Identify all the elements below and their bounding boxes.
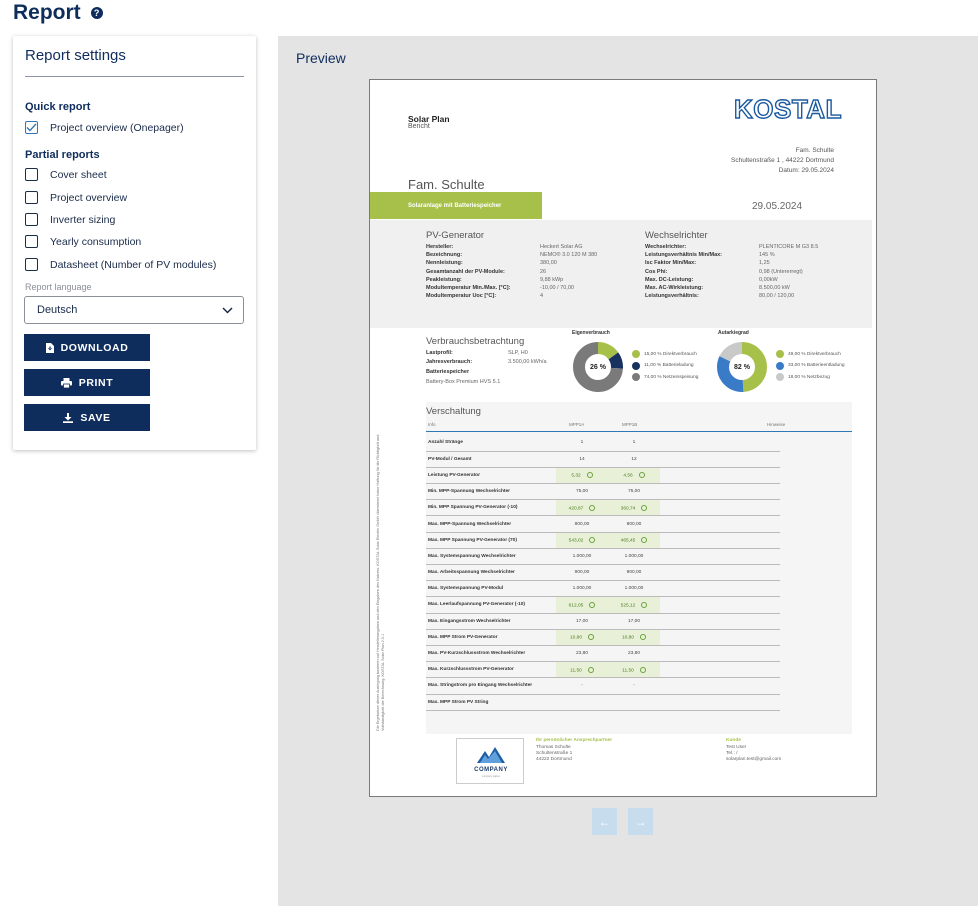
check-circle-icon: [639, 472, 645, 478]
spec-value: 26: [540, 268, 547, 275]
row-label: Max. Systemspannung Wechselrichter: [426, 548, 556, 564]
row-label: Min. MPP Spannung PV-Generator (-10): [426, 500, 556, 516]
doc-app-name: Solar Plan: [408, 114, 450, 124]
row-note: [660, 435, 780, 451]
row-value: 1: [556, 435, 608, 451]
spec-value: 0,98 (Untererregt): [759, 268, 803, 275]
row-value: 1.000,00: [608, 581, 660, 597]
cons-label: Jahresverbrauch:: [426, 359, 473, 365]
row-value: 11,50: [608, 662, 660, 678]
checkbox-icon[interactable]: [25, 258, 38, 271]
doc-date: 29.05.2024: [752, 201, 803, 212]
row-label: Max. MPP Strom PV-Generator: [426, 629, 556, 645]
spec-label: Modultemperatur Uoc [°C]:: [426, 293, 497, 300]
table-row: [426, 678, 780, 694]
spec-value: 1,25: [759, 260, 770, 267]
spec-label: Hersteller:: [426, 244, 454, 250]
row-note: [660, 532, 780, 548]
cons-value: SLP, H0: [508, 350, 528, 356]
checkbox-project-overview-onepager[interactable]: [25, 121, 184, 134]
row-value: 1.000,00: [556, 581, 608, 597]
table-row: [426, 613, 780, 629]
quick-report-label: Quick report: [25, 101, 91, 113]
row-label: Max. Eingangsstrom Wechselrichter: [426, 613, 556, 629]
doc-customer: Fam. Schulte: [408, 177, 485, 192]
spec-label: Max. AC-Wirkleistung:: [645, 285, 704, 291]
address-line: Datum: 29.05.2024: [778, 167, 834, 174]
row-label: Max. Systemspannung PV-Modul: [426, 581, 556, 597]
row-value: 4,56: [608, 467, 660, 483]
table-row: [426, 500, 780, 516]
arrow-left-icon: ←: [598, 814, 611, 829]
customer-line: Test User: [726, 745, 747, 750]
spec-label: Modultemperatur Min./Max. [°C]:: [426, 285, 511, 291]
battery-value: Battery-Box Premium HVS 5.1: [426, 379, 501, 385]
legend-dot: [632, 362, 640, 370]
pv-title: PV-Generator: [426, 230, 485, 241]
spec-label: Max. DC-Leistung:: [645, 276, 694, 283]
save-button[interactable]: [24, 404, 150, 431]
table-row: [426, 629, 780, 645]
spec-label: Cos Phi:: [645, 268, 668, 275]
spec-value: NEMO® 3.0 120 M 380: [540, 252, 598, 259]
legend-dot: [776, 362, 784, 370]
checkbox-icon[interactable]: [25, 213, 38, 226]
row-value: 75,00: [608, 484, 660, 500]
partial-reports-label: Partial reports: [25, 149, 100, 161]
partner-title: Ihr persönlicher Ansprechpartner: [536, 738, 613, 743]
partner-line: Schultenstraße 1: [536, 751, 573, 756]
row-label: Max. MPP Strom PV String: [426, 694, 556, 710]
row-label: Anzahl Stränge: [426, 435, 556, 451]
doc-address: [731, 146, 834, 176]
partner-line: 44222 Dortmund: [536, 757, 572, 762]
row-value: 1.000,00: [608, 548, 660, 564]
col-header: MPP1A: [569, 422, 585, 427]
spec-value: 380,00: [540, 260, 557, 267]
check-circle-icon: [588, 667, 594, 673]
customer-line: solarplan.test@gmail.com: [726, 757, 782, 762]
row-note: [660, 678, 780, 694]
preview-area: [278, 36, 978, 906]
address-line: Schultenstraße 1 , 44222 Dortmund: [731, 157, 834, 164]
row-value: 17,00: [608, 613, 660, 629]
legend-label: 11,00 % Batterieladung: [644, 363, 694, 368]
page-header: [13, 0, 103, 26]
donut-center-label: 82 %: [734, 363, 750, 371]
spec-label: Isc Faktor Min/Max:: [645, 260, 697, 267]
row-label: Max. Kurzschlussstrom PV-Generator: [426, 662, 556, 678]
checkbox-datasheet[interactable]: [25, 258, 216, 271]
print-button[interactable]: [24, 369, 150, 396]
table-row: [426, 565, 780, 581]
inverter-title: Wechselrichter: [645, 230, 708, 241]
report-document[interactable]: [369, 79, 877, 797]
check-circle-icon: [589, 602, 595, 608]
col-header: Info: [428, 422, 436, 427]
legend-dot: [632, 373, 640, 381]
row-note: [660, 565, 780, 581]
checkbox-cover-sheet[interactable]: [25, 168, 107, 181]
spec-value: 145 %: [759, 252, 775, 259]
file-download-icon: [46, 343, 54, 353]
row-value: 465,45: [608, 532, 660, 548]
checkbox-label: Cover sheet: [50, 168, 107, 181]
table-row: [426, 484, 780, 500]
row-note: [660, 548, 780, 564]
row-label: Max. PV-Kurzschlussstrom Wechselrichter: [426, 645, 556, 661]
row-note: [660, 645, 780, 661]
divider: [25, 76, 244, 77]
row-label: Max. MPP Spannung PV-Generator (70): [426, 532, 556, 548]
spec-label: Bezeichnung:: [426, 252, 463, 259]
row-value: 12: [608, 451, 660, 467]
checkbox-icon[interactable]: [25, 235, 38, 248]
row-value: 1.000,00: [556, 548, 608, 564]
row-label: PV-Modul / Gesamt: [426, 451, 556, 467]
self-consumption-title: Eigenverbrauch: [572, 330, 610, 336]
printer-icon: [61, 378, 72, 388]
kostal-logo: KOSTAL: [734, 94, 842, 124]
company-tagline: company tagline: [481, 775, 501, 778]
checkbox-label: Yearly consumption: [50, 235, 142, 248]
customer-line: Tel.: /: [726, 751, 738, 756]
checkbox-icon[interactable]: [25, 168, 38, 181]
col-header: Hinweise: [767, 422, 786, 427]
row-value: [608, 694, 660, 710]
row-value: 5,32: [556, 467, 608, 483]
chevron-down-icon: [222, 307, 233, 314]
row-note: [660, 694, 780, 710]
circuit-title: Verschaltung: [426, 406, 481, 417]
page-title: Report: [13, 1, 81, 24]
autarky-title: Autarkiegrad: [718, 330, 749, 336]
legend-item: [632, 350, 697, 358]
legend-label: 18,00 % Netzbezug: [788, 374, 830, 380]
row-value: 23,80: [608, 645, 660, 661]
row-value: 543,02: [556, 532, 608, 548]
row-label: Max. Stringstrom pro Eingang Wechselrichter: [426, 678, 556, 694]
spec-label: Nennleistung:: [426, 260, 463, 267]
check-circle-icon: [588, 634, 594, 640]
row-value: 612,05: [556, 597, 608, 613]
row-note: [660, 662, 780, 678]
spec-value: Heckert Solar AG: [540, 244, 583, 250]
row-value: 75,00: [556, 484, 608, 500]
side-note: Die Ergebnisse dieser Auslegung basieren auf Herstellerangaben und den Eingaben des Nutzers. KOSTAL Solar Electric GmbH übernimmt keine Haftung für die Richtigkeit und Vollständigkeit der Berechnung. KOSTAL Solar Plan 2.0.1: [376, 434, 385, 731]
check-circle-icon: [640, 634, 646, 640]
download-button[interactable]: [24, 334, 150, 361]
row-value: 525,12: [608, 597, 660, 613]
table-row: [426, 532, 780, 548]
legend-item: [776, 350, 841, 358]
row-value: 900,00: [556, 565, 608, 581]
next-page-button[interactable]: [628, 808, 653, 835]
check-circle-icon: [589, 505, 595, 511]
row-note: [660, 629, 780, 645]
spec-value: 9,88 kWp: [540, 276, 564, 283]
spec-label: Leistungsverhältnis:: [645, 293, 699, 300]
row-value: 360,74: [608, 500, 660, 516]
table-row: [426, 467, 780, 483]
row-value: 11,50: [556, 662, 608, 678]
row-value: 800,00: [608, 516, 660, 532]
check-circle-icon: [641, 602, 647, 608]
table-row: [426, 451, 780, 467]
row-value: 420,87: [556, 500, 608, 516]
company-name: COMPANY: [474, 767, 508, 773]
row-note: [660, 484, 780, 500]
table-row: [426, 662, 780, 678]
checkbox-icon[interactable]: [25, 191, 38, 204]
spec-label: Leistungsverhältnis Min/Max:: [645, 252, 723, 259]
checkbox-label: Datasheet (Number of PV modules): [50, 258, 217, 271]
mountain-logo-icon: [477, 745, 505, 763]
spec-value: 0,00kW: [759, 276, 778, 283]
row-value: 800,00: [556, 516, 608, 532]
battery-label: Batteriespeicher: [426, 369, 470, 375]
row-value: -: [608, 678, 660, 694]
spec-value: -10,00 / 70,00: [540, 285, 574, 291]
checkbox-project-overview[interactable]: [25, 191, 127, 204]
customer-title: Kunde: [726, 738, 741, 743]
row-value: 14: [556, 451, 608, 467]
circuit-header-line: [426, 431, 852, 432]
select-value: Deutsch: [37, 304, 78, 316]
table-row: [426, 548, 780, 564]
row-value: 23,80: [556, 645, 608, 661]
legend-label: 33,00 % Batterieentladung: [788, 363, 845, 368]
check-circle-icon: [641, 505, 647, 511]
row-note: [660, 451, 780, 467]
row-note: [660, 516, 780, 532]
row-value: [556, 694, 608, 710]
doc-subtitle: Bericht: [408, 123, 430, 130]
arrow-right-icon: →: [634, 814, 647, 829]
company-logo: [456, 738, 524, 784]
checkbox-inverter-sizing[interactable]: [25, 213, 115, 226]
cons-label: Lastprofil:: [426, 350, 453, 356]
print-label: PRINT: [78, 376, 114, 389]
consumption-title: Verbrauchsbetrachtung: [426, 336, 525, 347]
row-value: 900,00: [608, 565, 660, 581]
report-language-label: Report language: [25, 282, 92, 292]
legend-label: 49,00 % Direktverbrauch: [788, 351, 841, 357]
table-row: [426, 435, 780, 451]
previous-page-button[interactable]: [592, 808, 617, 835]
spec-value: 8.500,00 kW: [759, 285, 790, 291]
spec-value: 4: [540, 293, 544, 300]
row-label: Max. Leerlaufspannung PV-Generator (-10): [426, 597, 556, 613]
preview-title: Preview: [296, 50, 346, 66]
row-label: Min. MPP-Spannung Wechselrichter: [426, 484, 556, 500]
row-value: 17,00: [556, 613, 608, 629]
legend-item: [776, 362, 845, 370]
row-note: [660, 597, 780, 613]
row-note: [660, 467, 780, 483]
checkbox-label: Project overview (Onepager): [50, 121, 184, 134]
doc-banner: Solaranlage mit Batteriespeicher: [370, 192, 542, 219]
circuit-table: [426, 435, 780, 711]
row-value: 1: [608, 435, 660, 451]
row-label: Leistung PV-Generator: [426, 467, 556, 483]
row-note: [660, 613, 780, 629]
check-circle-icon: [640, 667, 646, 673]
check-circle-icon: [641, 537, 647, 543]
download-label: DOWNLOAD: [60, 341, 129, 354]
legend-label: 15,00 % Direktverbrauch: [644, 351, 697, 357]
donut-center-label: 26 %: [590, 363, 606, 371]
checkbox-label: Project overview: [50, 191, 128, 204]
table-row: [426, 581, 780, 597]
legend-dot: [776, 350, 784, 358]
row-value: -: [556, 678, 608, 694]
legend-item: [632, 362, 694, 370]
customer-info: [726, 745, 781, 763]
check-circle-icon: [589, 537, 595, 543]
save-label: SAVE: [80, 411, 111, 424]
checkbox-label: Inverter sizing: [50, 213, 116, 226]
report-language-select[interactable]: [24, 296, 244, 324]
spec-label: Wechselrichter:: [645, 244, 687, 250]
spec-value: 80,00 / 120,00: [759, 293, 795, 300]
table-row: [426, 645, 780, 661]
spec-label: Peakleistung:: [426, 276, 462, 283]
table-row: [426, 597, 780, 613]
partner-line: Thomas Schulte: [536, 745, 571, 750]
legend-item: [632, 373, 698, 381]
settings-title: Report settings: [25, 47, 126, 64]
row-label: Max. MPP-Spannung Wechselrichter: [426, 516, 556, 532]
address-line: Fam. Schulte: [795, 147, 834, 154]
row-note: [660, 581, 780, 597]
row-value: 10,80: [556, 629, 608, 645]
row-note: [660, 500, 780, 516]
row-value: 10,80: [608, 629, 660, 645]
table-row: [426, 516, 780, 532]
legend-dot: [776, 373, 784, 381]
doc-specs-section: [370, 220, 872, 328]
help-icon[interactable]: ?: [91, 7, 103, 19]
legend-label: 74,00 % Netzeinspeisung: [644, 374, 699, 380]
legend-dot: [632, 350, 640, 358]
col-header: MPP1B: [622, 422, 638, 427]
download-icon: [63, 413, 73, 423]
checkbox-yearly-consumption[interactable]: [25, 235, 141, 248]
spec-value: PLENTICORE M G3 8.5: [759, 244, 819, 250]
spec-label: Gesamtanzahl der PV-Module:: [426, 268, 505, 275]
checkbox-checked-icon[interactable]: [25, 121, 38, 134]
legend-item: [776, 373, 830, 381]
check-circle-icon: [587, 472, 593, 478]
row-label: Max. Arbeitsspannung Wechselrichter: [426, 565, 556, 581]
report-settings-panel: [13, 36, 256, 450]
cons-value: 3.500,00 kWh/a: [508, 359, 547, 365]
table-row: [426, 694, 780, 710]
partner-info: [536, 745, 572, 763]
